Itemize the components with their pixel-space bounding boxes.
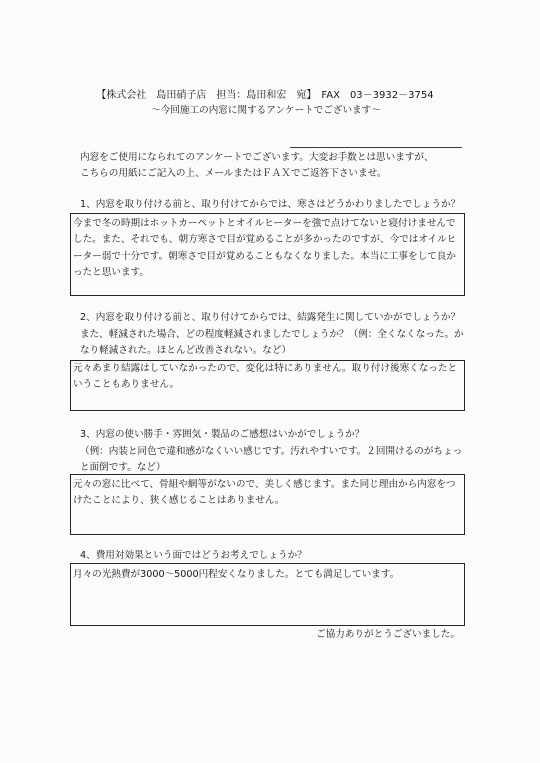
answer-4-line: 月々の光熱費が3000～5000円程安くなりました。とても満足しています。: [73, 569, 400, 580]
question-3-line: と面倒です。など）: [80, 462, 166, 473]
header-title: 【株式会社 島田硝子店 担当：島田和宏 宛】 FAX 03－3932－3754: [96, 90, 434, 101]
answer-box-3: [70, 474, 465, 535]
header-subtitle: ～今回施工の内窓に関するアンケートでございます～: [151, 105, 381, 116]
intro-line: 内窓をご使用になられてのアンケートでございます。大変お手数とは思いますが、: [80, 152, 434, 163]
question-4-line: 4、費用対効果という面ではどうお考えでしょうか？: [80, 550, 307, 561]
question-2-line: また、軽減された場合、どの程度軽減されましたでしょうか？（例：全くなくなった。か: [80, 328, 464, 340]
answer-2-line: 元々あまり結露はしていなかったので、変化は特にありません。取り付け後寒くなったと: [73, 363, 458, 374]
answer-3-line: けたことにより、狭く感じることはありません。: [73, 495, 285, 507]
answer-box-1: [70, 213, 465, 296]
intro-text: [80, 150, 434, 182]
answer-3-line: 元々の窓に比べて、骨組や網等がないので、美しく感じます。また同じ理由から内窓をつ: [73, 479, 456, 490]
intro-rule: [290, 147, 462, 148]
answer-1-line: 今まで冬の時期はホットカーペットとオイルヒーターを強で点けてないと寝付けませんで: [73, 218, 456, 229]
answer-1-line: した。また、それでも、朝方寒さで目が覚めることが多かったのですが、今ではオイルヒ: [73, 234, 457, 246]
answer-box-4: [70, 563, 465, 626]
answer-1-line: ーター弱で十分です。朝寒さで目が覚めることもなくなりました。本当に工事をして良か: [73, 250, 456, 262]
question-1: [80, 197, 460, 214]
question-2: [80, 310, 464, 360]
intro-line: こちらの用紙にご記入の上、メールまたはＦＡＸでご返答下さいませ。: [80, 168, 387, 179]
answer-box-2: [70, 360, 465, 411]
closing-text: ご協力ありがとうございました。: [316, 629, 460, 640]
answer-1-line: ったと思います。: [73, 266, 149, 278]
question-3-line: （例：内装と同色で違和感がなくいい感じです。汚れやすいです。２回開けるのがちょっ: [80, 445, 463, 457]
answer-2-line: いうこともありません。: [73, 379, 180, 391]
question-3: [80, 427, 462, 477]
question-2-line: なり軽減された。ほとんど改善されない。など）: [80, 345, 292, 356]
question-2-line: 2、内窓を取り付ける前と、取り付けてからでは、結露発生に関していかがでしょうか？: [80, 312, 461, 323]
question-3-line: 3、内窓の使い勝手・雰囲気・製品のご感想はいかがでしょうか？: [80, 429, 365, 440]
question-1-line: 1、内窓を取り付ける前と、取り付けてからでは、寒さはどうかわりましたでしょうか？: [80, 199, 461, 210]
